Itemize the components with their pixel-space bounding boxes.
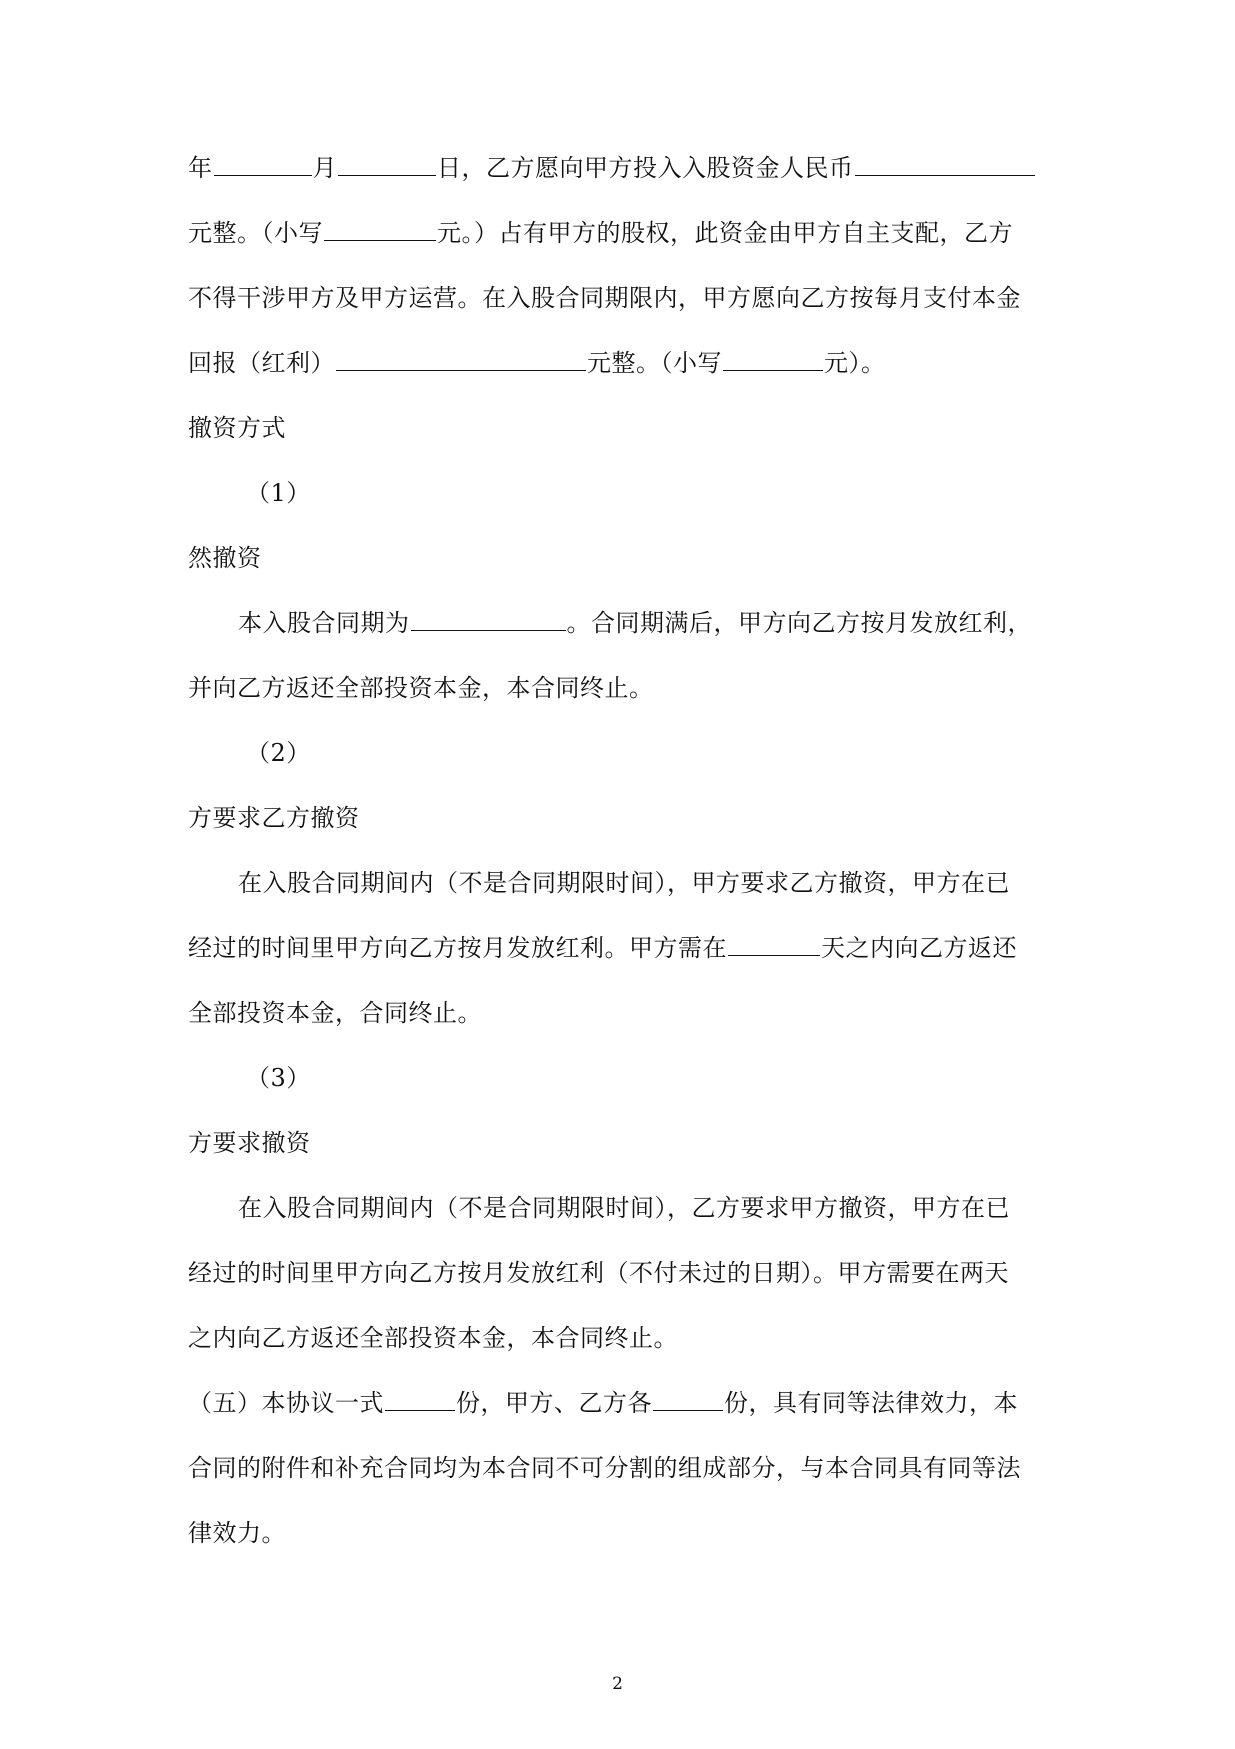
fill-in-blank-amount: [855, 153, 1035, 176]
item-heading: 然撤资: [188, 544, 262, 572]
paragraph-line: 合同的附件和补充合同均为本合同不可分割的组成部分，与本合同具有同等法: [188, 1454, 1021, 1482]
paragraph-line: 年 月 日，乙方愿向甲方投入入股资金人民币: [188, 152, 1036, 184]
item-heading: 方要求乙方撤资: [188, 804, 360, 832]
paragraph-line: （五）本协议一式 份，甲方、乙方各 份，具有同等法律效力，本: [188, 1389, 1018, 1417]
fill-in-blank-days: [728, 933, 820, 956]
item-number: （1）: [246, 479, 311, 507]
paragraph-line: 在入股合同期间内（不是合同期限时间），甲方要求乙方撤资，甲方在已: [238, 869, 1010, 897]
item-number: （2）: [246, 739, 311, 767]
paragraph-line: 本入股合同期为 。合同期满后，甲方向乙方按月发放红利，: [238, 609, 1032, 637]
fill-in-blank-month: [338, 153, 436, 176]
paragraph-line: 律效力。: [188, 1519, 286, 1547]
page-number: 2: [612, 1674, 623, 1694]
paragraph-line: 回报（红利） 元整。（小写 元）。: [188, 349, 886, 377]
fill-in-blank-copies-each: [653, 1388, 723, 1411]
section-heading: 撤资方式: [188, 414, 286, 442]
fill-in-blank-amount-small: [324, 218, 436, 241]
paragraph-line: 在入股合同期间内（不是合同期限时间），乙方要求甲方撤资，甲方在已: [238, 1194, 1010, 1222]
item-number: （3）: [246, 1064, 311, 1092]
fill-in-blank-dividend-small: [723, 348, 823, 371]
fill-in-blank-copies: [385, 1388, 455, 1411]
paragraph-line: 经过的时间里甲方向乙方按月发放红利。甲方需在 天之内向乙方返还: [188, 934, 1017, 962]
fill-in-blank-term: [411, 608, 566, 631]
paragraph-line: 之内向乙方返还全部投资本金，本合同终止。: [188, 1324, 678, 1352]
paragraph-line: 不得干涉甲方及甲方运营。在入股合同期限内，甲方愿向乙方按每月支付本金: [188, 284, 1021, 312]
paragraph-line: 并向乙方返还全部投资本金，本合同终止。: [188, 674, 654, 702]
fill-in-blank-dividend: [336, 348, 586, 371]
paragraph-line: 元整。（小写 元。）占有甲方的股权，此资金由甲方自主支配，乙方: [188, 219, 1013, 247]
item-heading: 方要求撤资: [188, 1129, 311, 1157]
paragraph-line: 经过的时间里甲方向乙方按月发放红利（不付未过的日期）。甲方需要在两天: [188, 1259, 1009, 1287]
fill-in-blank-year: [214, 153, 312, 176]
paragraph-line: 全部投资本金，合同终止。: [188, 999, 482, 1027]
